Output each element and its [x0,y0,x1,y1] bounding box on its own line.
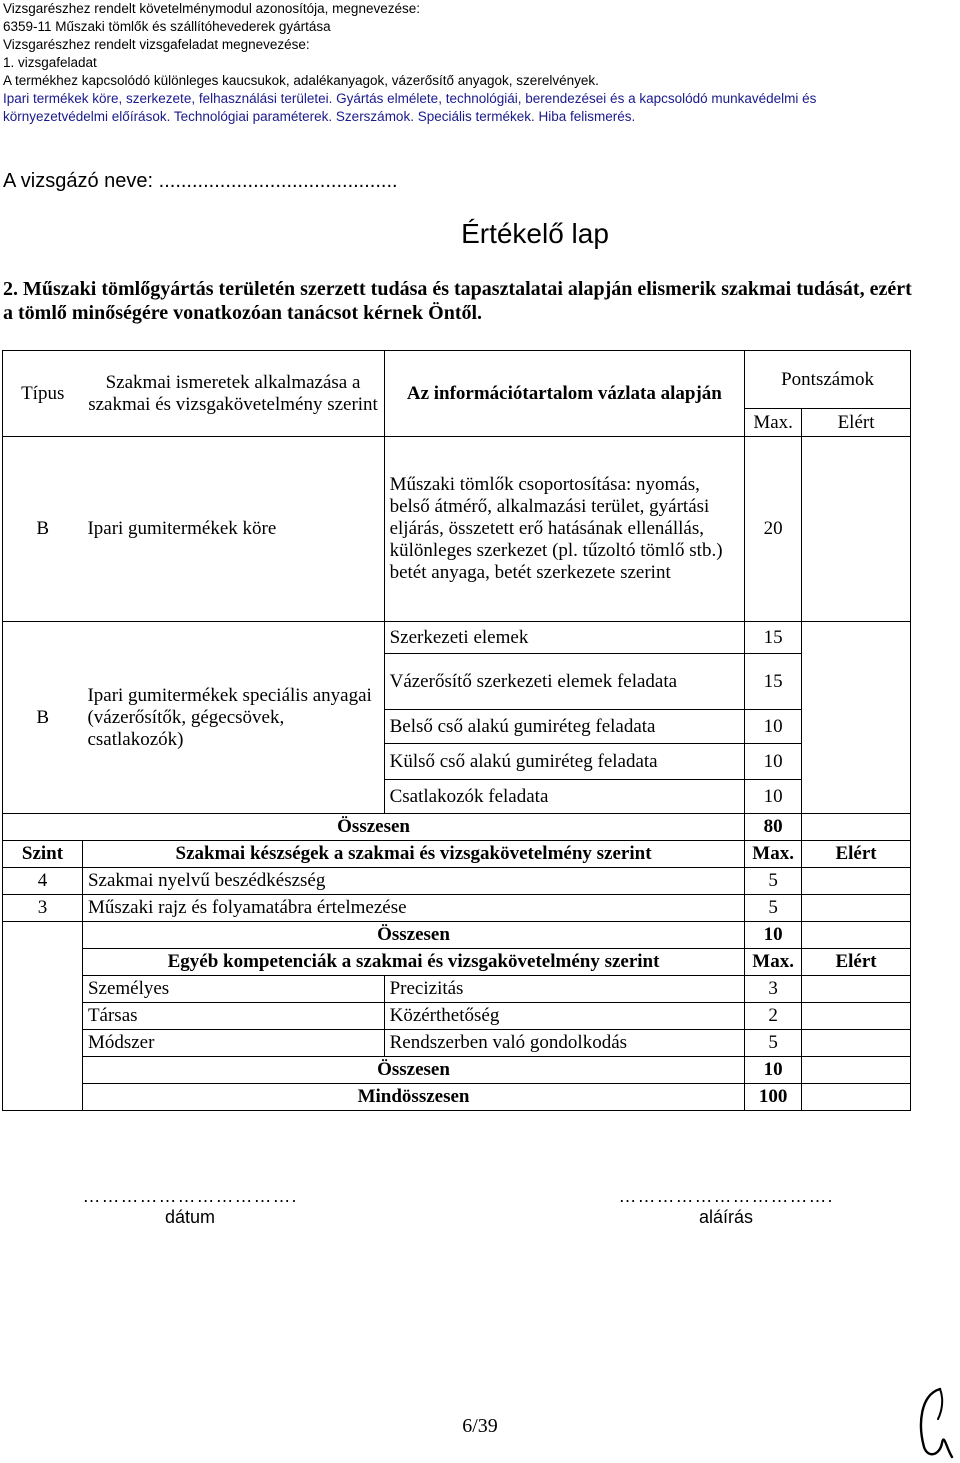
comp-header-title: Egyéb kompetenciák a szakmai és vizsgakövetelmény szerint [82,949,744,976]
comp-category: Személyes [82,976,384,1003]
header-line: Ipari termékek köre, szerkezete, felhasználási területei. Gyártás elmélete, technológiái, berendezései és a kapcsolódó munkavédelmi és [3,91,817,106]
row1-knowledge: Ipari gumitermékek köre [82,437,384,622]
document-header [3,0,953,126]
comp-achieved [802,976,911,1003]
header-line: Vizsgarészhez rendelt vizsgafeladat megnevezése: [3,37,310,52]
skills-header-title: Szakmai készségek a szakmai és vizsgakövetelmény szerint [82,841,744,868]
table-row [3,1030,911,1057]
skill-max: 5 [745,895,802,922]
total-achieved [802,1084,911,1111]
evaluation-table [2,350,911,1111]
header-line: 1. vizsgafeladat [3,55,97,70]
header-achieved: Elért [802,409,911,437]
skills-header-level: Szint [3,841,83,868]
skill-name: Szakmai nyelvű beszédkészség [82,868,744,895]
empty-cell [3,922,83,949]
comp-category: Társas [82,1003,384,1030]
comp-achieved [802,1003,911,1030]
row1-info: Műszaki tömlők csoportosítása: nyomás, belső átmérő, alkalmazási terület, gyártási eljárás, összetett erő hatásának ellenállás, különleges szerkezet (pl. tűzoltó tömlő stb.) betét anyaga, betét szerkezete szerint [384,437,745,622]
header-knowledge: Szakmai ismeretek alkalmazása a szakmai és vizsgakövetelmény szerint [82,351,384,437]
row2-item-info: Belső cső alakú gumiréteg feladata [384,710,745,744]
sum1-achieved [802,814,911,841]
table-row [3,437,911,622]
header-points: Pontszámok [745,351,911,409]
skill-name: Műszaki rajz és folyamatábra értelmezése [82,895,744,922]
signature-label: aláírás [698,1207,754,1227]
total-value: 100 [745,1084,802,1111]
page-number: 6/39 [462,1415,498,1437]
row2-type: B [3,622,83,814]
comp-category: Módszer [82,1030,384,1057]
header-line: A termékhez kapcsolódó különleges kaucsukok, adalékanyagok, vázerősítő anyagok, szerelvények. [3,73,599,88]
sum2-achieved [802,922,911,949]
empty-cell [3,949,83,1111]
page-title: Értékelő lap [461,218,609,249]
table-row [3,868,911,895]
subtotal-row [3,814,911,841]
total-row [3,1084,911,1111]
comp-header-max: Max. [745,949,802,976]
row1-type: B [3,437,83,622]
table-row [3,895,911,922]
comp-header-achieved: Elért [802,949,911,976]
date-dots: ……………………………. [82,1186,298,1206]
task-description: 2. Műszaki tömlőgyártás területén szerzett tudása és tapasztalatai alapján elismerik szakmai tudását, ezért a tömlő minőségére vonatkozóan tanácsot kérnek Öntől. [3,278,912,324]
sum2-label: Összesen [82,922,744,949]
comp-name: Precizitás [384,976,745,1003]
examinee-name-line: A vizsgázó neve: ........................................... [3,170,398,192]
row2-item-info: Csatlakozók feladata [384,780,745,814]
comp-max: 5 [745,1030,802,1057]
sum1-value: 80 [745,814,802,841]
table-header-row [3,351,911,409]
comp-achieved [802,1030,911,1057]
header-type: Típus [3,351,83,437]
row2-item-max: 10 [745,780,802,814]
header-line: környezetvédelmi előírások. Technológiai paraméterek. Szerszámok. Speciális termékek. Hiba felismerés. [3,109,636,124]
row2-achieved [802,622,911,814]
comp-max: 3 [745,976,802,1003]
sum2-value: 10 [745,922,802,949]
competencies-header-row [3,949,911,976]
signature-dots: ……………………………. [618,1186,834,1206]
row2-knowledge: Ipari gumitermékek speciális anyagai (vázerősítők, gégecsövek, csatlakozók) [82,622,384,814]
row1-max: 20 [745,437,802,622]
row2-item-info: Külső cső alakú gumiréteg feladata [384,744,745,780]
subtotal-row [3,1057,911,1084]
skill-achieved [802,868,911,895]
sum3-achieved [802,1057,911,1084]
table-row [3,1003,911,1030]
subtotal-row [3,922,911,949]
handwritten-mark-icon [910,1385,958,1463]
row2-item-max: 10 [745,710,802,744]
table-row [3,976,911,1003]
row1-achieved [802,437,911,622]
row2-item-max: 15 [745,622,802,654]
skills-header-row [3,841,911,868]
header-line: Vizsgarészhez rendelt követelménymodul azonosítója, megnevezése: [3,1,420,16]
skill-level: 3 [3,895,83,922]
skills-header-max: Max. [745,841,802,868]
header-max: Max. [745,409,802,437]
signature-block [596,1186,856,1228]
skill-level: 4 [3,868,83,895]
sum3-value: 10 [745,1057,802,1084]
sum1-label: Összesen [3,814,745,841]
row2-item-info: Vázerősítő szerkezeti elemek feladata [384,654,745,710]
comp-name: Közérthetőség [384,1003,745,1030]
skills-header-achieved: Elért [802,841,911,868]
date-signature-block [60,1186,320,1228]
skill-achieved [802,895,911,922]
date-label: dátum [164,1207,216,1227]
header-line: 6359-11 Műszaki tömlők és szállítóhevederek gyártása [3,19,331,34]
header-info: Az információtartalom vázlata alapján [384,351,745,437]
row2-item-max: 15 [745,654,802,710]
total-label: Mindösszesen [82,1084,744,1111]
table-row [3,622,911,654]
comp-max: 2 [745,1003,802,1030]
skill-max: 5 [745,868,802,895]
row2-item-info: Szerkezeti elemek [384,622,745,654]
sum3-label: Összesen [82,1057,744,1084]
comp-name: Rendszerben való gondolkodás [384,1030,745,1057]
row2-item-max: 10 [745,744,802,780]
